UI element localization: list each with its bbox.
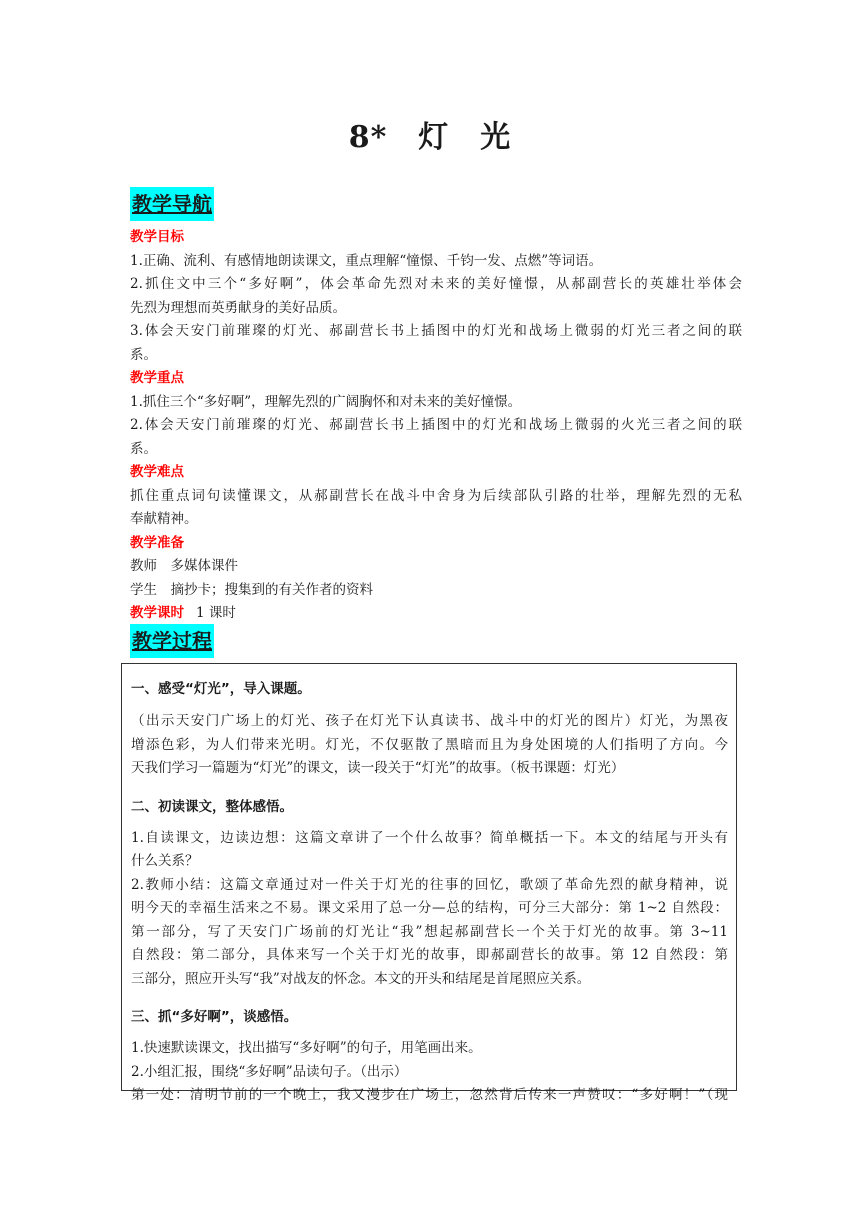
step-1-heading: 一、感受“灯光”，导入课题。	[131, 681, 311, 697]
goals-line-2: 2.抓住文中三个“多好啊”，体会革命先烈对未来的美好憧憬，从郝副营长的英雄壮举体会	[130, 276, 742, 292]
step-2-line-7: 三部分，照应开头写“我”对战友的怀念。本文的开头和结尾是首尾照应关系。	[131, 970, 591, 987]
step-1-line-1: （出示天安门广场上的灯光、孩子在灯光下认真读书、战斗中的灯光的图片）灯光，为黑夜	[131, 713, 728, 729]
key-points-label: 教学重点	[130, 370, 184, 386]
goals-line-5: 系。	[130, 346, 157, 363]
goals-line-4: 3.体会天安门前璀璨的灯光、郝副营长书上插图中的灯光和战场上微弱的灯光三者之间的联	[130, 323, 742, 339]
goals-label: 教学目标	[130, 229, 184, 245]
step-3-line-3: 第一处：清明节前的一个晚上，我又漫步在广场上，忽然背后传来一声赞叹：“多好啊！”（现	[131, 1087, 728, 1103]
preparation-label: 教学准备	[130, 534, 184, 551]
step-2-line-2: 什么关系？	[131, 853, 199, 869]
goals-line-3: 先烈为理想而英勇献身的美好品质。	[130, 299, 346, 316]
periods-value: 1 课时	[196, 605, 236, 621]
step-2-line-3: 2.教师小结：这篇文章通过对一件关于灯光的往事的回忆，歌颂了革命先烈的献身精神，说	[131, 876, 728, 893]
step-3-line-2: 2.小组汇报，围绕“多好啊”品读句子。（出示）	[131, 1063, 408, 1080]
step-1-line-2: 增添色彩，为人们带来光明。灯光，不仅驱散了黑暗而且为身处困境的人们指明了方向。今	[131, 736, 728, 753]
step-2-heading: 二、初读课文，整体感悟。	[131, 798, 293, 815]
step-2-line-5: 第一部分，写了天安门广场前的灯光让“我”想起郝副营长一个关于灯光的故事。第 3~11	[131, 923, 728, 940]
step-1-line-3: 天我们学习一篇题为“灯光”的课文，读一段关于“灯光”的故事。（板书课题：灯光）	[131, 760, 625, 776]
difficulties-line-2: 奉献精神。	[130, 511, 198, 527]
periods-row	[130, 602, 742, 626]
key-points-line-2: 2.体会天安门前璀璨的灯光、郝副营长书上插图中的灯光和战场上微弱的火光三者之间的联	[130, 417, 742, 433]
step-2-line-4: 明今天的幸福生活来之不易。课文采用了总一分—总的结构，可分三大部分：第 1~2 自然段：	[131, 900, 728, 916]
preparation-teacher: 教师 多媒体课件	[130, 558, 238, 574]
periods-label: 教学课时	[130, 605, 184, 621]
teaching-guide-section	[130, 226, 742, 626]
page-title: 8* 灯 光	[348, 120, 512, 155]
step-2-line-6: 自然段：第二部分，具体来写一个关于灯光的故事，即郝副营长的故事。第 12 自然段：第	[131, 947, 728, 963]
key-points-line-3: 系。	[130, 440, 157, 457]
teaching-guide-heading: 教学导航	[130, 187, 214, 221]
step-2-line-1: 1.自读课文，边读边想：这篇文章讲了一个什么故事？简单概括一下。本文的结尾与开头有	[131, 829, 728, 846]
difficulties-line-1: 抓住重点词句读懂课文，从郝副营长在战斗中舍身为后续部队引路的壮举，理解先烈的无私	[130, 487, 742, 504]
goals-line-1: 1.正确、流利、有感情地朗读课文，重点理解“憧憬、千钧一发、点燃”等词语。	[130, 252, 603, 269]
teaching-process-table	[121, 663, 737, 1103]
key-points-line-1: 1.抓住三个“多好啊”，理解先烈的广阔胸怀和对未来的美好憧憬。	[130, 393, 522, 410]
difficulties-label: 教学难点	[130, 464, 184, 480]
step-3-heading: 三、抓“多好啊”，谈感悟。	[131, 1009, 298, 1025]
preparation-student: 学生 摘抄卡；搜集到的有关作者的资料	[130, 581, 373, 598]
teaching-process-heading: 教学过程	[130, 624, 214, 658]
step-3-line-1: 1.快速默读课文，找出描写“多好啊”的句子，用笔画出来。	[131, 1040, 482, 1056]
